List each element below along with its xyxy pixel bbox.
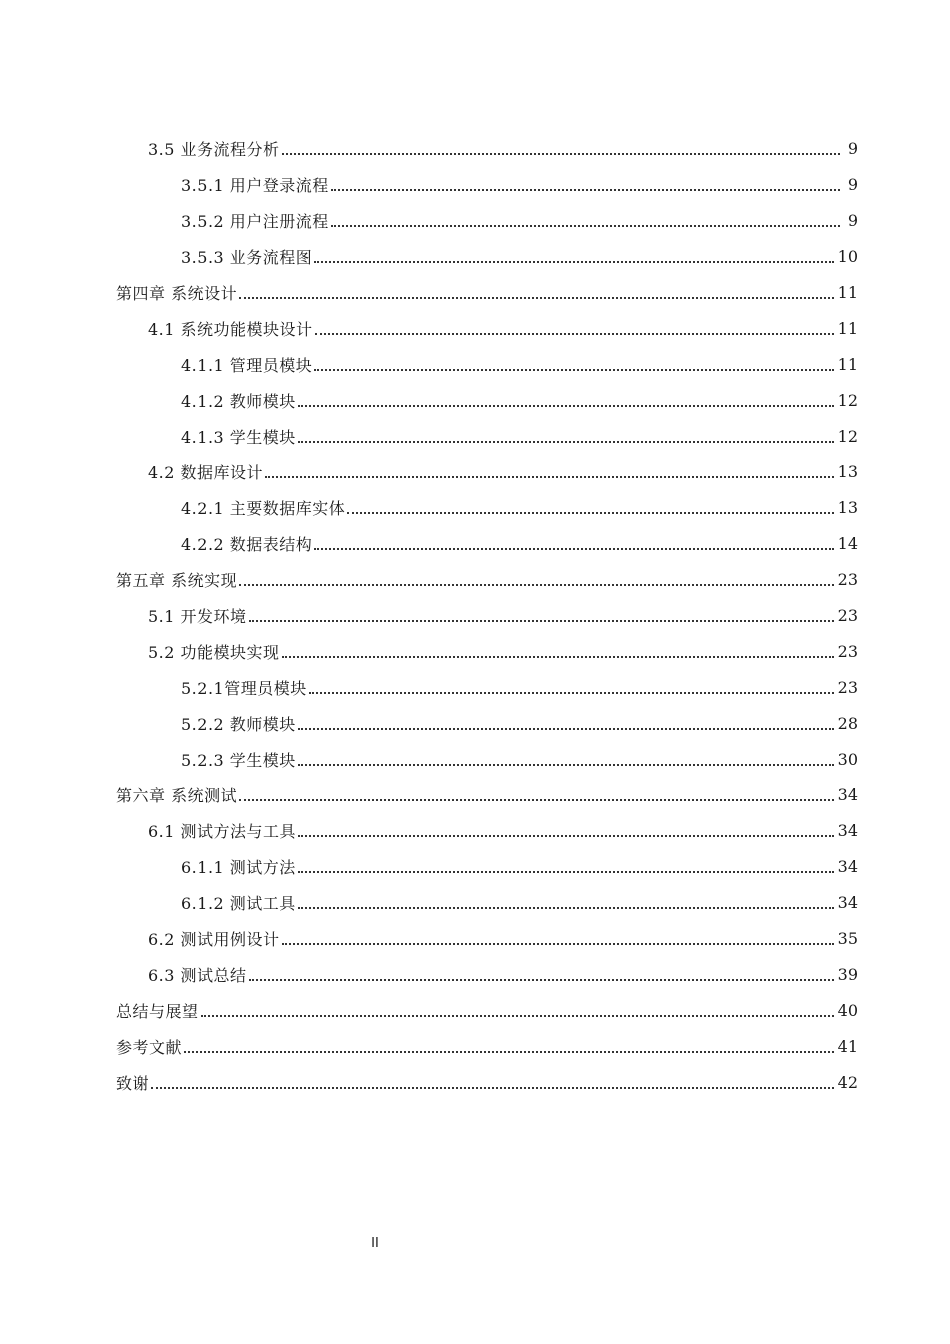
dot-leader	[239, 583, 834, 586]
toc-page-number: 34	[837, 857, 858, 877]
dot-leader	[309, 691, 834, 694]
toc-entry-title: 3.5 业务流程分析	[148, 140, 280, 160]
toc-page-number: 23	[837, 641, 858, 661]
toc-entry[interactable]	[0, 1064, 950, 1100]
dot-leader	[298, 763, 834, 766]
toc-entry-title: 4.1.1 管理员模块	[181, 355, 313, 375]
toc-page-number: 9	[847, 175, 858, 195]
dot-leader	[265, 475, 834, 478]
dot-leader	[298, 906, 834, 909]
toc-entry[interactable]	[0, 777, 950, 813]
dot-leader	[249, 978, 834, 981]
toc-entry-title: 6.1.1 测试方法	[181, 858, 296, 878]
toc-page-number: 23	[837, 570, 858, 590]
toc-page-number: 23	[837, 677, 858, 697]
toc-page-number: 10	[837, 247, 858, 267]
toc-entry[interactable]	[0, 203, 950, 239]
dot-leader	[315, 332, 834, 335]
toc-entry[interactable]	[0, 741, 950, 777]
toc-entry[interactable]	[0, 275, 950, 311]
toc-entry[interactable]	[0, 885, 950, 921]
dot-leader	[151, 1086, 834, 1089]
toc-page-number: 14	[837, 534, 858, 554]
toc-page-number: 9	[847, 139, 858, 159]
toc-entry[interactable]	[0, 1028, 950, 1064]
toc-entry-title: 5.2 功能模块实现	[148, 642, 280, 662]
toc-page-number: 13	[837, 498, 858, 518]
toc-entry[interactable]	[0, 454, 950, 490]
dot-leader	[298, 870, 834, 873]
toc-entry[interactable]	[0, 310, 950, 346]
toc-page-number: 13	[837, 462, 858, 482]
toc-entry-title: 6.2 测试用例设计	[148, 930, 280, 950]
toc-entry-title: 4.1 系统功能模块设计	[148, 319, 313, 339]
toc-entry-title: 第六章 系统测试	[116, 786, 238, 806]
toc-entry[interactable]	[0, 239, 950, 275]
toc-entry[interactable]	[0, 633, 950, 669]
toc-page-number: 9	[847, 211, 858, 231]
toc-entry[interactable]	[0, 382, 950, 418]
toc-page-number: 11	[837, 318, 858, 338]
toc-entry-title: 4.2 数据库设计	[148, 463, 264, 483]
dot-leader	[201, 1014, 834, 1017]
dot-leader	[314, 260, 833, 263]
toc-page-number: 39	[837, 964, 858, 984]
toc-entry[interactable]	[0, 562, 950, 598]
table-of-contents	[0, 131, 950, 1100]
dot-leader	[282, 655, 834, 658]
toc-entry-title: 3.5.2 用户注册流程	[181, 212, 329, 232]
toc-page-number: 11	[837, 283, 858, 302]
toc-entry[interactable]	[0, 490, 950, 526]
toc-entry[interactable]	[0, 956, 950, 992]
toc-entry-title: 5.2.1管理员模块	[181, 678, 307, 698]
toc-page-number: 34	[837, 893, 858, 913]
toc-entry-title: 第五章 系统实现	[116, 571, 238, 591]
dot-leader	[331, 188, 840, 191]
dot-leader	[298, 834, 834, 837]
dot-leader	[314, 368, 833, 371]
toc-entry-title: 4.2.2 数据表结构	[181, 535, 313, 555]
toc-page-number: 41	[837, 1036, 858, 1056]
toc-entry-title: 4.1.2 教师模块	[181, 391, 296, 411]
toc-entry-title: 6.1 测试方法与工具	[148, 822, 297, 842]
toc-entry-title: 6.3 测试总结	[148, 965, 247, 985]
toc-entry-title: 5.1 开发环境	[148, 607, 247, 627]
toc-page-number: 23	[837, 606, 858, 626]
toc-entry[interactable]	[0, 669, 950, 705]
toc-entry[interactable]	[0, 131, 950, 167]
toc-page-number: 34	[837, 785, 858, 805]
dot-leader	[298, 404, 834, 407]
toc-page-number: 40	[837, 1000, 858, 1020]
toc-entry-title: 参考文献	[116, 1037, 183, 1057]
toc-page-number: 35	[837, 929, 858, 949]
toc-entry-title: 5.2.3 学生模块	[181, 750, 296, 770]
toc-entry[interactable]	[0, 849, 950, 885]
toc-entry-title: 6.1.2 测试工具	[181, 894, 296, 914]
toc-entry[interactable]	[0, 167, 950, 203]
toc-entry[interactable]	[0, 921, 950, 957]
toc-page-number: 34	[837, 821, 858, 841]
toc-page-number: 42	[837, 1072, 858, 1092]
toc-entry-title: 总结与展望	[116, 1001, 199, 1021]
dot-leader	[298, 440, 834, 443]
toc-entry[interactable]	[0, 992, 950, 1028]
toc-entry[interactable]	[0, 813, 950, 849]
toc-page-number: 30	[837, 749, 858, 769]
dot-leader	[184, 1050, 834, 1053]
toc-entry-title: 第四章 系统设计	[116, 284, 238, 303]
dot-leader	[331, 224, 840, 227]
dot-leader	[298, 727, 834, 730]
toc-entry[interactable]	[0, 526, 950, 562]
dot-leader	[239, 296, 834, 299]
toc-entry[interactable]	[0, 346, 950, 382]
dot-leader	[314, 547, 833, 550]
toc-entry-title: 致谢	[116, 1073, 150, 1093]
toc-entry-title: 4.2.1 主要数据库实体	[181, 499, 346, 519]
toc-page-number: 12	[837, 390, 858, 410]
toc-entry[interactable]	[0, 705, 950, 741]
dot-leader	[249, 619, 834, 622]
toc-entry[interactable]	[0, 598, 950, 634]
toc-entry-title: 5.2.2 教师模块	[181, 714, 296, 734]
dot-leader	[282, 152, 840, 155]
dot-leader	[239, 798, 834, 801]
toc-page-number: 28	[837, 713, 858, 733]
toc-page-number: 12	[837, 426, 858, 446]
toc-entry[interactable]	[0, 418, 950, 454]
toc-entry-title: 4.1.3 学生模块	[181, 427, 296, 447]
toc-entry-title: 3.5.1 用户登录流程	[181, 176, 329, 196]
page-number-footer: II	[371, 1236, 379, 1251]
toc-page-number: 11	[837, 354, 858, 374]
toc-entry-title: 3.5.3 业务流程图	[181, 248, 313, 268]
dot-leader	[282, 942, 834, 945]
dot-leader	[347, 511, 833, 514]
